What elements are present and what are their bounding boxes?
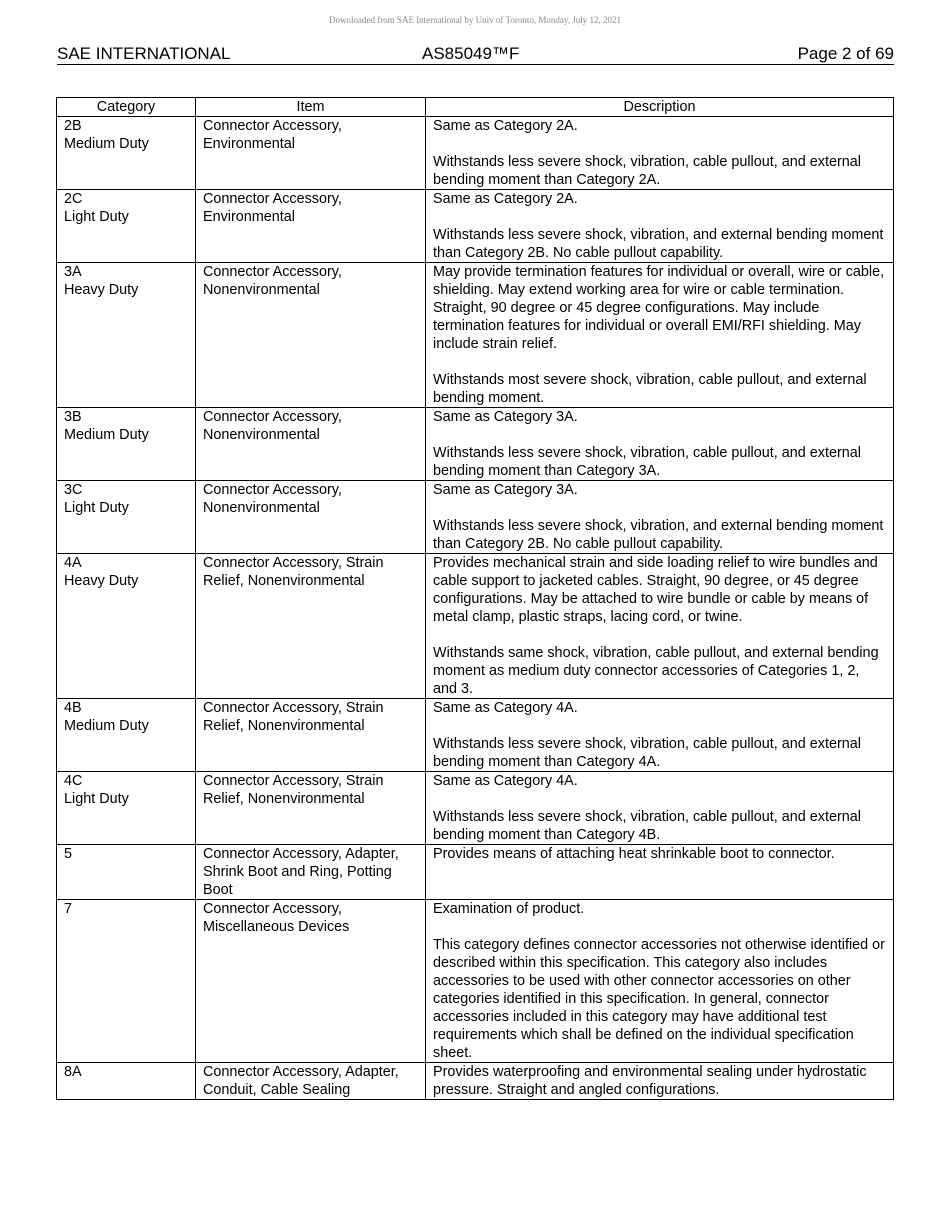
description-cell — [426, 481, 894, 554]
item-cell: Connector Accessory, Strain Relief, Nonenvironmental — [196, 554, 426, 699]
description-paragraph: Provides means of attaching heat shrinkable boot to connector. — [433, 846, 835, 862]
description-paragraph: Same as Category 2A. — [433, 191, 578, 207]
description-paragraph: Withstands same shock, vibration, cable pullout, and external bending moment as medium duty connector accessories of Categories 1, 2, and 3. — [433, 645, 879, 697]
item-cell: Connector Accessory, Environmental — [196, 117, 426, 190]
page-header — [57, 43, 894, 65]
category-cell — [57, 481, 196, 554]
category-code: 4B — [64, 700, 82, 716]
category-code: 3A — [64, 264, 82, 280]
description-paragraph: Provides mechanical strain and side loading relief to wire bundles and cable support to jacketed cables. Straight, 90 degree, or 45 degree configurations. May be attached to wire bundle or cable by means of metal clamp, plastic straps, lacing cord, or twine. — [433, 555, 878, 625]
download-watermark: Downloaded from SAE International by Univ of Toronto, Monday, July 12, 2021 — [328, 15, 622, 25]
category-duty: Medium Duty — [64, 718, 149, 734]
header-item: Item — [196, 98, 426, 117]
category-cell — [57, 772, 196, 845]
category-cell — [57, 699, 196, 772]
category-cell — [57, 263, 196, 408]
table-header-row — [57, 98, 894, 117]
table-row — [57, 263, 894, 408]
category-duty: Medium Duty — [64, 136, 149, 152]
header-category: Category — [57, 98, 196, 117]
category-table — [56, 97, 894, 1100]
category-code: 3C — [64, 482, 83, 498]
table-row — [57, 699, 894, 772]
item-cell: Connector Accessory, Environmental — [196, 190, 426, 263]
table-row — [57, 117, 894, 190]
category-cell — [57, 190, 196, 263]
description-cell — [426, 117, 894, 190]
category-duty: Light Duty — [64, 209, 129, 225]
description-paragraph: Withstands less severe shock, vibration, and external bending moment than Category 2B. No cable pullout capability. — [433, 227, 884, 261]
category-code: 2B — [64, 118, 82, 134]
description-cell — [426, 900, 894, 1063]
category-code: 5 — [64, 846, 73, 862]
item-cell: Connector Accessory, Nonenvironmental — [196, 481, 426, 554]
item-cell: Connector Accessory, Strain Relief, Nonenvironmental — [196, 699, 426, 772]
table-row — [57, 772, 894, 845]
description-paragraph: Same as Category 4A. — [433, 700, 578, 716]
description-paragraph: Same as Category 3A. — [433, 409, 578, 425]
category-duty: Light Duty — [64, 500, 129, 516]
description-paragraph: Withstands less severe shock, vibration, cable pullout, and external bending moment than Category 2A. — [433, 154, 861, 188]
category-code: 4C — [64, 773, 83, 789]
description-paragraph: Examination of product. — [433, 901, 585, 917]
header-document-number: AS85049™F — [422, 44, 520, 63]
item-cell: Connector Accessory, Nonenvironmental — [196, 408, 426, 481]
category-code: 2C — [64, 191, 83, 207]
description-cell — [426, 1063, 894, 1100]
description-paragraph: This category defines connector accessories not otherwise identified or described within this specification. This category also includes accessories to be used with other connector accessories on other categories identified in this specification. In general, connector accessories included in this category may have additional test requirements which shall be defined on the individual specification sheet. — [433, 937, 885, 1061]
category-cell — [57, 1063, 196, 1100]
item-cell: Connector Accessory, Adapter, Shrink Boot and Ring, Potting Boot — [196, 845, 426, 900]
header-organization: SAE INTERNATIONAL — [57, 44, 231, 63]
category-code: 8A — [64, 1064, 82, 1080]
table-row — [57, 408, 894, 481]
table-row — [57, 190, 894, 263]
item-cell: Connector Accessory, Adapter, Conduit, Cable Sealing — [196, 1063, 426, 1100]
description-cell — [426, 845, 894, 900]
category-cell — [57, 900, 196, 1063]
item-cell: Connector Accessory, Nonenvironmental — [196, 263, 426, 408]
description-paragraph: Withstands less severe shock, vibration, cable pullout, and external bending moment than Category 3A. — [433, 445, 861, 479]
description-paragraph: Same as Category 3A. — [433, 482, 578, 498]
table-row — [57, 1063, 894, 1100]
description-paragraph: Same as Category 2A. — [433, 118, 578, 134]
category-duty: Light Duty — [64, 791, 129, 807]
item-cell: Connector Accessory, Strain Relief, Nonenvironmental — [196, 772, 426, 845]
category-cell — [57, 408, 196, 481]
category-duty: Heavy Duty — [64, 282, 139, 298]
description-cell — [426, 772, 894, 845]
category-duty: Medium Duty — [64, 427, 149, 443]
description-cell — [426, 554, 894, 699]
header-page-number: Page 2 of 69 — [797, 44, 894, 63]
category-code: 4A — [64, 555, 82, 571]
description-paragraph: Provides waterproofing and environmental sealing under hydrostatic pressure. Straight and angled configurations. — [433, 1064, 867, 1098]
category-cell — [57, 554, 196, 699]
table-row — [57, 900, 894, 1063]
description-paragraph: Withstands most severe shock, vibration, cable pullout, and external bending moment. — [433, 372, 867, 406]
description-paragraph: Same as Category 4A. — [433, 773, 578, 789]
description-paragraph: Withstands less severe shock, vibration, cable pullout, and external bending moment than Category 4A. — [433, 736, 861, 770]
description-cell — [426, 190, 894, 263]
description-paragraph: May provide termination features for individual or overall, wire or cable, shielding. May extend working area for wire or cable termination. Straight, 90 degree or 45 degree configurations. May include termination features for individual or overall EMI/RFI shielding. May include strain relief. — [433, 264, 885, 352]
description-paragraph: Withstands less severe shock, vibration, cable pullout, and external bending moment than Category 4B. — [433, 809, 861, 843]
category-code: 7 — [64, 901, 73, 917]
item-cell: Connector Accessory, Miscellaneous Devices — [196, 900, 426, 1063]
category-duty: Heavy Duty — [64, 573, 139, 589]
header-description: Description — [426, 98, 894, 117]
description-cell — [426, 699, 894, 772]
category-code: 3B — [64, 409, 82, 425]
table-row — [57, 845, 894, 900]
description-cell — [426, 408, 894, 481]
category-cell — [57, 117, 196, 190]
description-cell — [426, 263, 894, 408]
table-row — [57, 481, 894, 554]
description-paragraph: Withstands less severe shock, vibration, and external bending moment than Category 2B. No cable pullout capability. — [433, 518, 884, 552]
category-cell — [57, 845, 196, 900]
table-row — [57, 554, 894, 699]
